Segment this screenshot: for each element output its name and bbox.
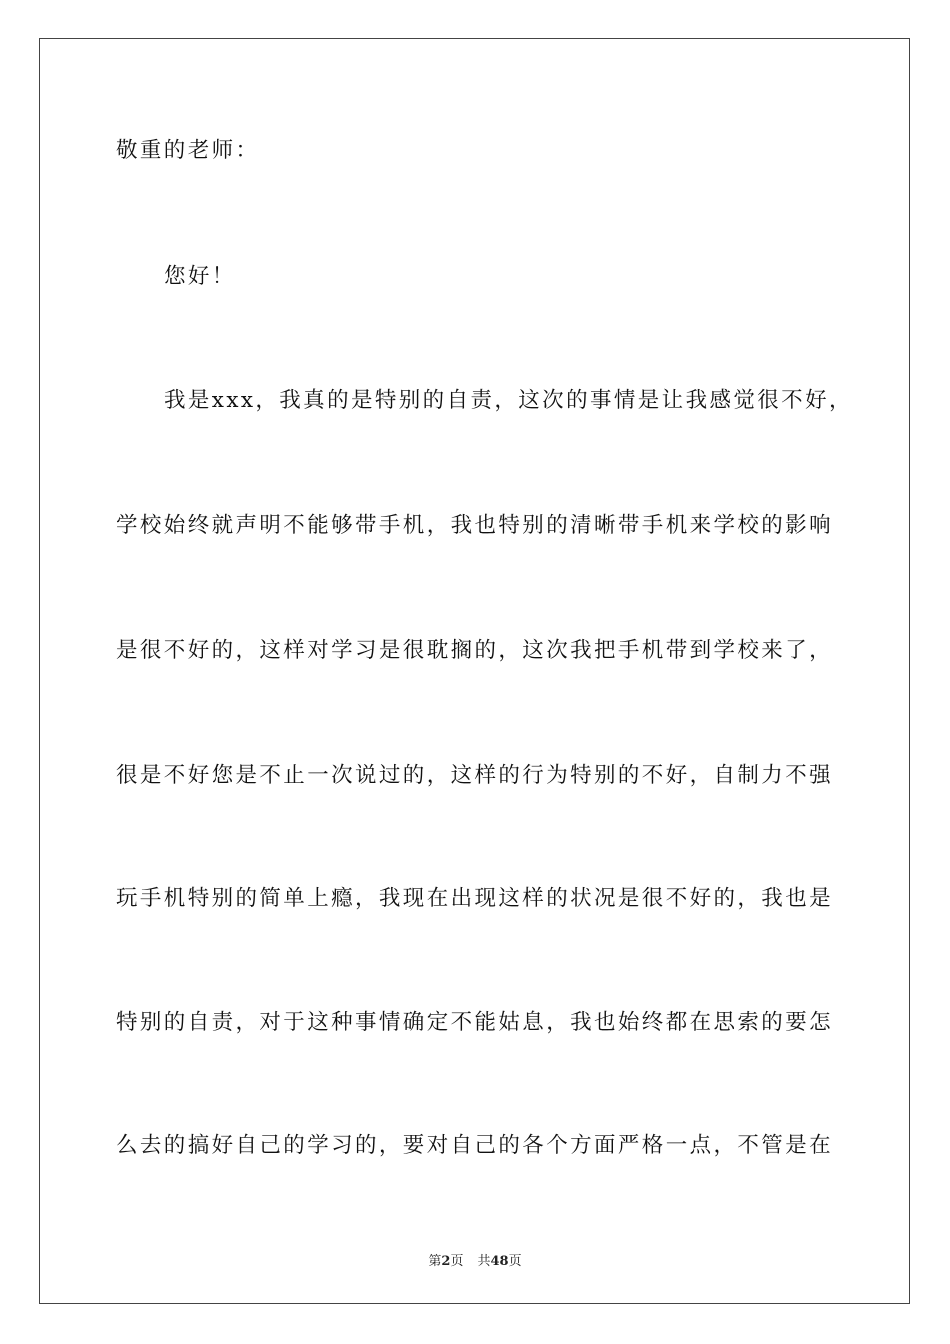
letter-line-6: 特别的自责，对于这种事情确定不能姑息，我也始终都在思索的要怎 (116, 1010, 834, 1035)
letter-line-2: 学校始终就声明不能够带手机，我也特别的清晰带手机来学校的影响 (116, 513, 834, 538)
letter-line-5: 玩手机特别的简单上瘾，我现在出现这样的状况是很不好的，我也是 (116, 886, 834, 911)
footer-total-prefix: 共 (477, 1254, 491, 1269)
footer-page-number: 2 (441, 1254, 451, 1269)
letter-line-7: 么去的搞好自己的学习的，要对自己的各个方面严格一点，不管是在 (116, 1133, 834, 1158)
letter-line-4: 很是不好您是不止一次说过的，这样的行为特别的不好，自制力不强 (116, 763, 834, 788)
footer-page-suffix: 页 (450, 1254, 464, 1269)
footer-total-pages: 48 (490, 1254, 509, 1269)
letter-line-3: 是很不好的，这样对学习是很耽搁的，这次我把手机带到学校来了， (116, 638, 834, 663)
footer-page-prefix: 第 (428, 1254, 442, 1269)
letter-salutation: 敬重的老师： (116, 138, 260, 163)
letter-greeting: 您好！ (164, 264, 236, 289)
footer-total-suffix: 页 (508, 1254, 522, 1269)
page-footer (0, 1250, 950, 1269)
page-frame (39, 38, 910, 1304)
letter-line-1: 我是xxx，我真的是特别的自责，这次的事情是让我感觉很不好， (164, 388, 853, 413)
